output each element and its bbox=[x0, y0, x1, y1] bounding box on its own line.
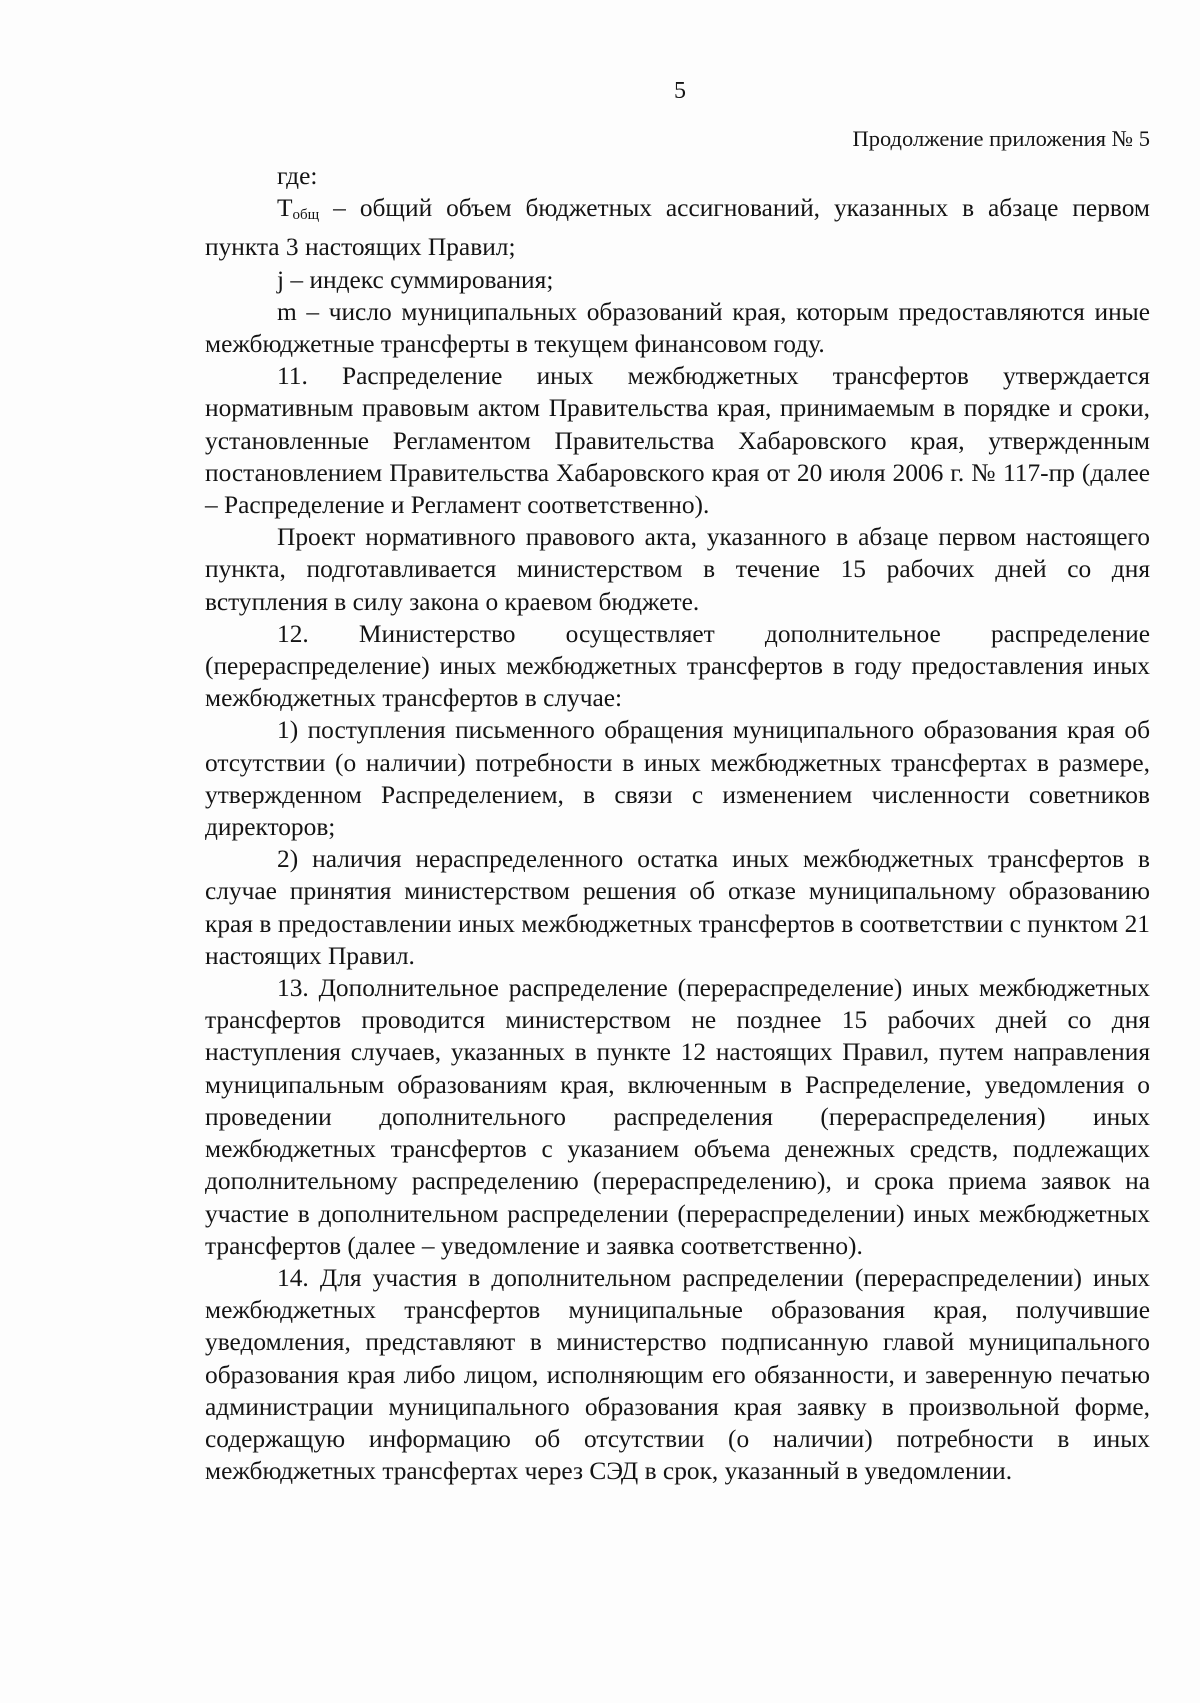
paragraph-item-12-case-1: 1) поступления письменного обращения муниципального образования края об отсутствии (о наличии) потребности в иных межбюджетных трансфертах в размере, утвержденном Распределением, в связи с изменением численности советников директоров; bbox=[205, 716, 1150, 842]
t-definition: – общий объем бюджетных ассигнований, указанных в абзаце первом пункта 3 настоящих Правил; bbox=[205, 194, 1150, 262]
paragraph-m-count: m – число муниципальных образований края, которым предоставляются иные межбюджетные трансферты в текущем финансовом году. bbox=[205, 297, 1150, 359]
document-body bbox=[205, 160, 1150, 1487]
paragraph-where: где: bbox=[277, 162, 318, 190]
paragraph-item-13: 13. Дополнительное распределение (перераспределение) иных межбюджетных трансфертов проводится министерством не позднее 15 рабочих дней со дня наступления случаев, указанных в пункте 12 настоящих Правил, путем направления муниципальным образованиям края, включенным в Распределение, уведомления о проведении дополнительного распределения (перераспределения) иных межбюджетных трансфертов с указанием объема денежных средств, подлежащих дополнительному распределению (перераспределению), и срока приема заявок на участие в дополнительном распределении (перераспределении) иных межбюджетных трансфертов (далее – уведомление и заявка соответственно). bbox=[205, 974, 1150, 1260]
t-subscript: общ bbox=[292, 207, 320, 224]
paragraph-item-14: 14. Для участия в дополнительном распределении (перераспределении) иных межбюджетных трансфертов муниципальные образования края, получившие уведомления, представляют в министерство подписанную главой муниципального образования края либо лицом, исполняющим его обязанности, и заверенную печатью администрации муниципального образования края заявку в произвольной форме, содержащую информацию об отсутствии (о наличии) потребности в иных межбюджетных трансфертах через СЭД в срок, указанный в уведомлении. bbox=[205, 1263, 1150, 1486]
page-number: 5 bbox=[674, 78, 686, 104]
paragraph-item-12-case-2: 2) наличия нераспределенного остатка иных межбюджетных трансфертов в случае принятия министерством решения об отказе муниципальному образованию края в предоставлении иных межбюджетных трансфертов в соответствии с пунктом 21 настоящих Правил. bbox=[205, 845, 1150, 970]
paragraph-j-index: j – индекс суммирования; bbox=[277, 265, 554, 294]
paragraph-item-11-draft: Проект нормативного правового акта, указанного в абзаце первом настоящего пункта, подготавливается министерством в течение 15 рабочих дней со дня вступления в силу закона о краевом бюджете. bbox=[205, 523, 1150, 616]
paragraph-t-total bbox=[205, 192, 1150, 263]
paragraph-item-12: 12. Министерство осуществляет дополнительное распределение (перераспределение) иных межбюджетных трансфертов в году предоставления иных межбюджетных трансфертов в случае: bbox=[205, 619, 1150, 713]
t-symbol: T bbox=[277, 194, 293, 223]
paragraph-item-11: 11. Распределение иных межбюджетных трансфертов утверждается нормативным правовым актом Правительства края, принимаемым в порядке и сроки, установленные Регламентом Правительства Хабаровского края, утвержденным постановлением Правительства Хабаровского края от 20 июля 2006 г. № 117-пр (далее – Распределение и Регламент соответственно). bbox=[205, 362, 1150, 520]
appendix-continuation-label: Продолжение приложения № 5 bbox=[852, 126, 1150, 151]
